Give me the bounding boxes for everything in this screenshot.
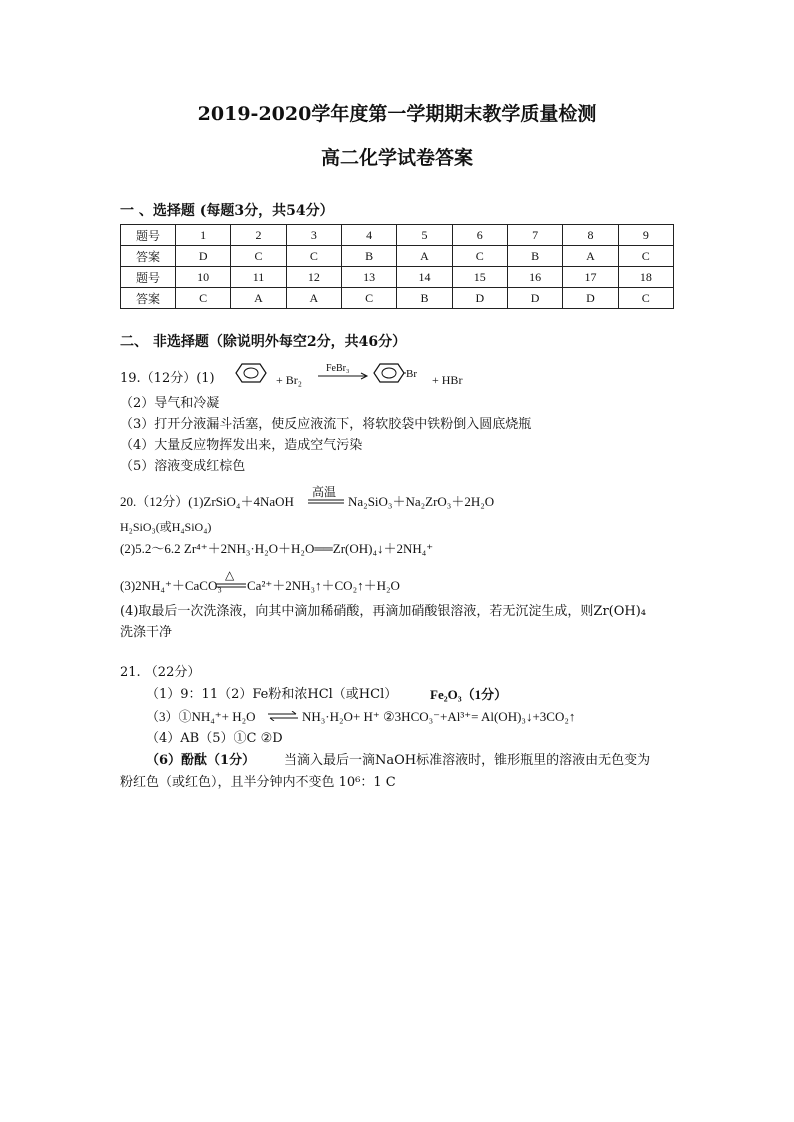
q19-line-4: （4）大量反应物挥发出来，造成空气污染 (120, 438, 363, 453)
table-cell: D (176, 246, 231, 267)
answer-table (120, 224, 674, 309)
q21-line2-left: （3）①NH₄⁺+ H₂O (146, 709, 256, 724)
table-cell: 12 (286, 267, 341, 288)
section2-heading: 二、 非选择题（除说明外每空2分，共46分） (120, 334, 407, 350)
q19-head: 19.（12分）(1) (120, 371, 215, 386)
table-cell: 13 (341, 267, 396, 288)
section1-heading: 一 、选择题 (每题3分，共54分） (120, 203, 334, 219)
q20-line4-left: (3)2NH₄⁺＋CaCO₃ (120, 578, 222, 593)
q20-line1-left: 20.（12分）(1)ZrSiO₄＋4NaOH (120, 494, 294, 509)
page-subtitle: 高二化学试卷答案 (320, 147, 473, 169)
table-cell: D (563, 288, 618, 309)
table-cell: B (507, 246, 562, 267)
table-cell: C (286, 246, 341, 267)
table-cell: C (618, 288, 673, 309)
table-row (121, 225, 674, 246)
table-cell: D (507, 288, 562, 309)
q20-line3: (2)5.2～6.2 Zr⁴⁺＋2NH₃·H₂O＋H₂O══Zr(OH)₄↓＋2NH₄⁺ (120, 541, 434, 556)
q19-product-br: Br (406, 368, 417, 380)
q20-line5: (4)取最后一次洗涤液，向其中滴加稀硝酸，再滴加硝酸银溶液，若无沉淀生成，则Zr(OH)₄ (120, 604, 647, 619)
table-cell: B (397, 288, 452, 309)
q20-line2: H₂SiO₃(或H₄SiO₄) (120, 520, 212, 534)
table-cell: 6 (452, 225, 507, 246)
q19-br2: + Br₂ (276, 373, 302, 387)
table-cell: A (286, 288, 341, 309)
table-cell: 14 (397, 267, 452, 288)
q20-line6: 洗涤干净 (120, 625, 173, 640)
table-cell: A (397, 246, 452, 267)
q20-condition-delta: △ (225, 568, 235, 582)
q21-line1-bold: Fe₂O₃（1分） (430, 687, 508, 702)
q21-head: 21. （22分） (120, 665, 201, 680)
table-cell: 17 (563, 267, 618, 288)
q20-line1-right: Na₂SiO₃＋Na₂ZrO₃＋2H₂O (348, 494, 495, 509)
table-cell: 5 (397, 225, 452, 246)
table-cell: C (231, 246, 286, 267)
table-cell: C (341, 288, 396, 309)
q19-line-3: （3）打开分液漏斗活塞，使反应液流下，将软胶袋中铁粉倒入圆底烧瓶 (120, 417, 532, 432)
q20-condition-heat: 高温 (312, 485, 337, 499)
table-cell: 1 (176, 225, 231, 246)
table-cell: 2 (231, 225, 286, 246)
q19-catalyst: FeBr₃ (326, 363, 350, 374)
table-row-label: 答案 (121, 288, 176, 309)
table-row (121, 267, 674, 288)
q21-line4-rest: 当滴入最后一滴NaOH标准溶液时，锥形瓶里的溶液由无色变为 (284, 753, 651, 768)
table-cell: B (341, 246, 396, 267)
table-cell: 8 (563, 225, 618, 246)
benzene-icon (234, 362, 268, 384)
table-cell: 15 (452, 267, 507, 288)
q21-line1: （1）9：11（2）Fe粉和浓HCl（或HCl） (146, 687, 398, 702)
q21-line2-right: NH₃·H₂O+ H⁺ ②3HCO₃⁻+Al³⁺= Al(OH)₃↓+3CO₂↑ (302, 709, 576, 724)
reaction-arrow-icon (318, 372, 370, 380)
table-cell: 11 (231, 267, 286, 288)
table-cell: 3 (286, 225, 341, 246)
table-row-label: 答案 (121, 246, 176, 267)
page-title: 2019-2020学年度第一学期期末教学质量检测 (197, 103, 597, 125)
table-cell: A (563, 246, 618, 267)
equals-double-icon (216, 583, 246, 589)
table-cell: C (176, 288, 231, 309)
table-row-label: 题号 (121, 267, 176, 288)
table-row (121, 288, 674, 309)
q19-line-2: （2）导气和冷凝 (120, 396, 220, 411)
table-row (121, 246, 674, 267)
table-cell: 18 (618, 267, 673, 288)
table-cell: 7 (507, 225, 562, 246)
equilibrium-arrow-icon (268, 711, 298, 721)
q19-line-5: （5）溶液变成红棕色 (120, 459, 246, 474)
table-row-label: 题号 (121, 225, 176, 246)
table-cell: 9 (618, 225, 673, 246)
table-cell: C (618, 246, 673, 267)
table-cell: 4 (341, 225, 396, 246)
q21-line5: 粉红色（或红色），且半分钟内不变色 10⁶：1 C (120, 775, 396, 790)
q19-hbr: + HBr (432, 373, 463, 387)
equals-double-icon (308, 499, 344, 505)
table-cell: 10 (176, 267, 231, 288)
table-cell: 16 (507, 267, 562, 288)
table-cell: A (231, 288, 286, 309)
table-cell: C (452, 246, 507, 267)
bromobenzene-icon (372, 362, 406, 384)
q21-line4-bold: （6）酚酞（1分） (146, 753, 256, 768)
q21-line3: （4）AB（5）①C ②D (146, 731, 283, 746)
table-cell: D (452, 288, 507, 309)
q20-line4-right: Ca²⁺＋2NH₃↑＋CO₂↑＋H₂O (247, 578, 400, 593)
